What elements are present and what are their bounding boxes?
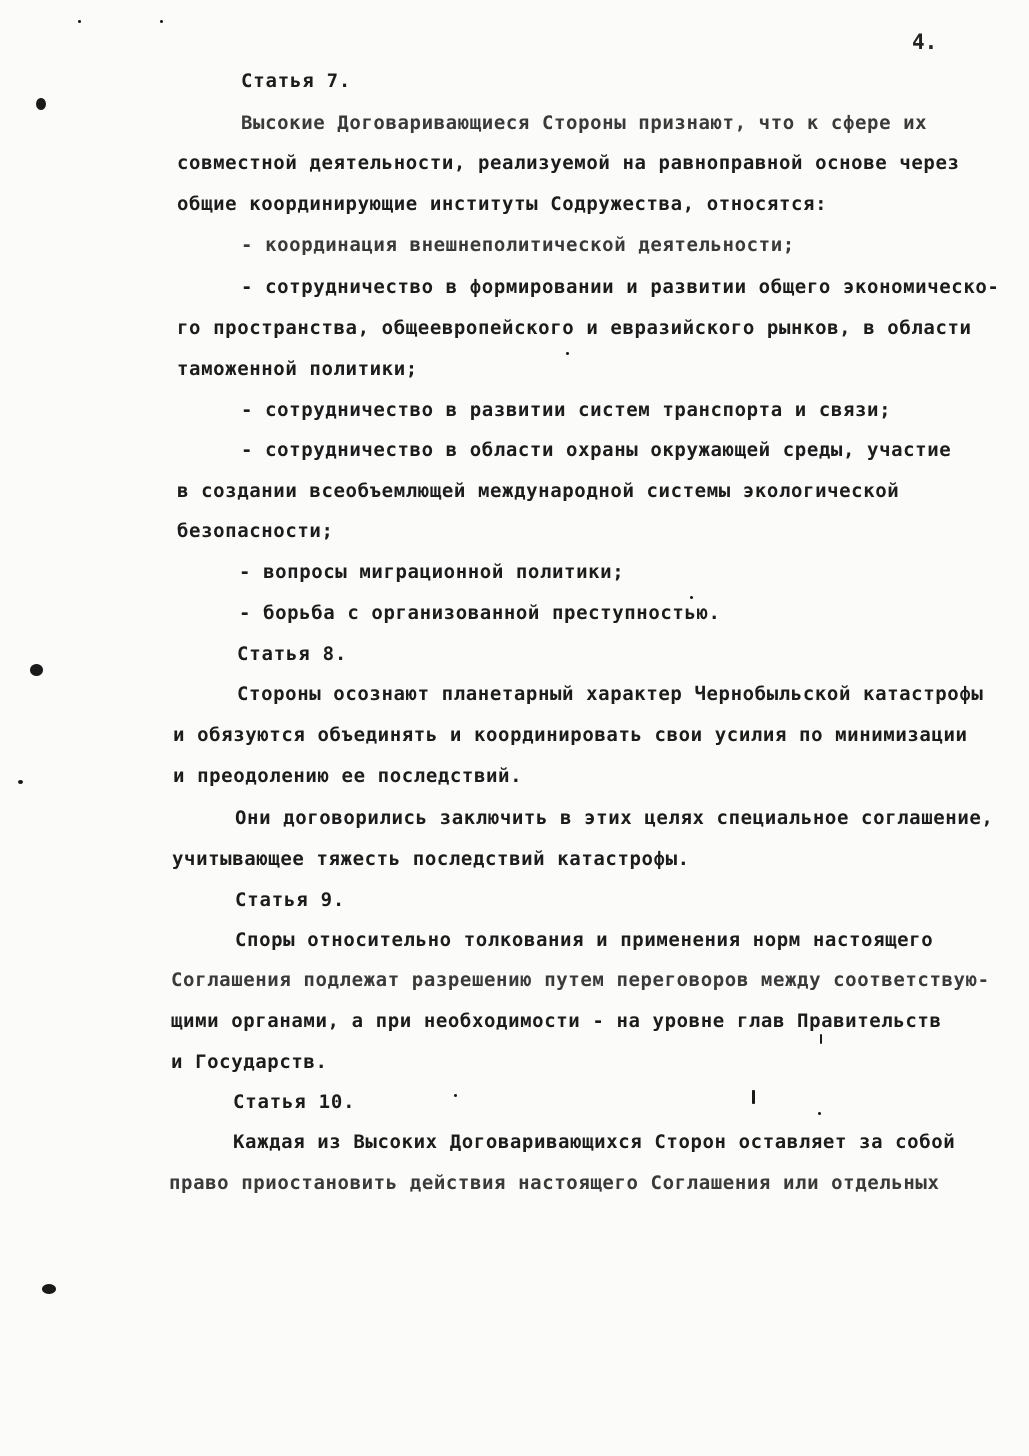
article-7-item-6: - борьба с организованной преступностью. xyxy=(239,602,721,624)
article-7-intro-line-1: Высокие Договаривающиеся Стороны признают, что к сфере их xyxy=(241,112,928,134)
article-9-para-1-line-2: Соглашения подлежат разрешению путем переговоров между соответствую- xyxy=(171,969,990,991)
article-8-para-2-line-2: учитывающее тяжесть последствий катастрофы. xyxy=(172,848,690,870)
scan-speck xyxy=(30,664,43,676)
article-7-intro-line-2: совместной деятельности, реализуемой на равноправной основе через xyxy=(177,152,960,174)
article-7-intro-line-3: общие координирующие институты Содружества, относятся: xyxy=(177,193,828,215)
article-8-para-1-line-3: и преодолению ее последствий. xyxy=(173,765,523,787)
article-8-para-1-line-1: Стороны осознают планетарный характер Чернобыльской катастрофы xyxy=(237,683,984,705)
article-7-item-4-line-2: в создании всеобъемлющей международной системы экологической xyxy=(177,480,900,502)
scan-speck xyxy=(690,596,693,599)
article-8-para-1-line-2: и обязуются объединять и координировать свои усилия по минимизации xyxy=(173,724,968,746)
scan-speck xyxy=(78,20,81,23)
scan-speck xyxy=(18,780,23,784)
article-9-para-1-line-4: и Государств. xyxy=(171,1051,328,1073)
scan-speck xyxy=(820,1034,822,1044)
scan-speck xyxy=(454,1094,457,1097)
article-9-para-1-line-3: щими органами, а при необходимости - на уровне глав Правительств xyxy=(171,1010,942,1032)
scan-speck xyxy=(566,352,569,355)
article-7-item-4-line-1: - сотрудничество в области охраны окружающей среды, участие xyxy=(241,439,952,461)
article-10-heading: Статья 10. xyxy=(233,1091,356,1113)
article-8-heading: Статья 8. xyxy=(237,643,348,665)
article-7-item-2-line-2: го пространства, общеевропейского и евразийского рынков, в области xyxy=(177,317,972,339)
article-8-para-2-line-1: Они договорились заключить в этих целях специальное соглашение, xyxy=(235,807,994,829)
article-10-para-1-line-1: Каждая из Высоких Договаривающихся Сторон оставляет за собой xyxy=(233,1131,956,1153)
article-7-item-4-line-3: безопасности; xyxy=(177,520,334,542)
scan-speck xyxy=(752,1090,755,1104)
scan-speck xyxy=(160,20,163,23)
scan-speck xyxy=(42,1284,56,1294)
scan-speck xyxy=(36,98,46,110)
article-7-item-2-line-3: таможенной политики; xyxy=(177,358,418,380)
scan-speck xyxy=(818,1112,821,1115)
page-number: 4. xyxy=(912,30,938,54)
article-7-item-5: - вопросы миграционной политики; xyxy=(239,561,625,583)
article-9-para-1-line-1: Споры относительно толкования и применения норм настоящего xyxy=(235,929,934,951)
article-7-item-2-line-1: - сотрудничество в формировании и развитии общего экономическо- xyxy=(241,276,1000,298)
article-10-para-1-line-2: право приостановить действия настоящего Соглашения или отдельных xyxy=(169,1172,940,1194)
article-9-heading: Статья 9. xyxy=(235,889,346,911)
article-7-item-1: - координация внешнеполитической деятельности; xyxy=(241,234,795,256)
article-7-item-3: - сотрудничество в развитии систем транспорта и связи; xyxy=(241,399,892,421)
article-7-heading: Статья 7. xyxy=(241,70,352,92)
